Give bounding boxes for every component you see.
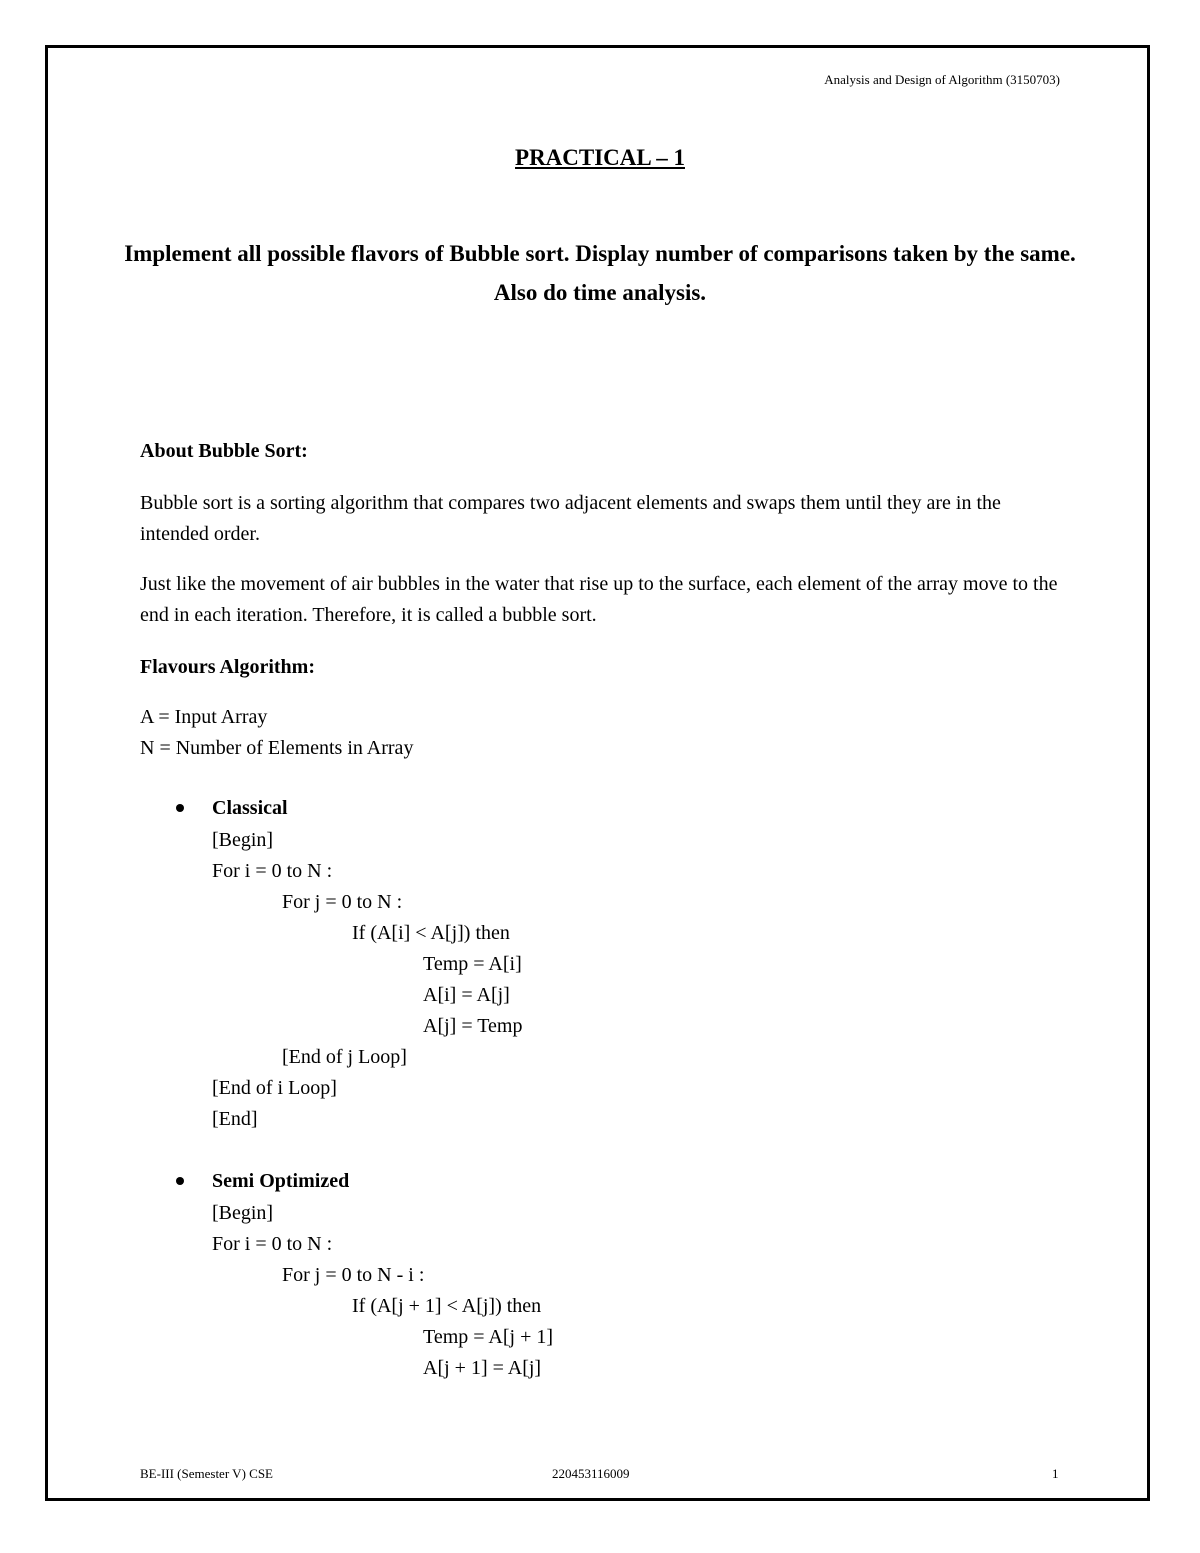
about-paragraph-1: Bubble sort is a sorting algorithm that compares two adjacent elements and swaps them until they are in the intended order. bbox=[140, 492, 1001, 545]
definition-a: A = Input Array bbox=[140, 706, 268, 728]
footer-enrollment: 220453116009 bbox=[552, 1466, 630, 1481]
page-title: PRACTICAL – 1 bbox=[515, 145, 685, 170]
classical-line: [End of i Loop] bbox=[212, 1077, 337, 1099]
flavours-heading: Flavours Algorithm: bbox=[140, 656, 315, 678]
classical-line: A[i] = A[j] bbox=[423, 984, 510, 1006]
semi-optimized-line: A[j + 1] = A[j] bbox=[423, 1357, 542, 1379]
footer-page-number: 1 bbox=[1052, 1466, 1059, 1481]
header-course: Analysis and Design of Algorithm (3150703) bbox=[824, 72, 1060, 87]
about-paragraph-2: Just like the movement of air bubbles in the water that rise up to the surface, each element of the array move to the end in each iteration. Therefore, it is called a bubble sort. bbox=[140, 573, 1058, 626]
bullet-classical bbox=[176, 804, 184, 812]
classical-line: For i = 0 to N : bbox=[212, 860, 333, 882]
classical-line: [Begin] bbox=[212, 829, 274, 851]
classical-line: [End] bbox=[212, 1108, 258, 1130]
classical-title: Classical bbox=[212, 797, 288, 819]
about-heading: About Bubble Sort: bbox=[140, 440, 308, 462]
aim-statement: Implement all possible flavors of Bubble sort. Display number of comparisons taken by the same. Also do time analysis. bbox=[124, 241, 1076, 305]
classical-line: [End of j Loop] bbox=[282, 1046, 407, 1068]
classical-line: Temp = A[i] bbox=[423, 953, 522, 975]
bullet-semi-optimized bbox=[176, 1177, 184, 1185]
semi-optimized-line: Temp = A[j + 1] bbox=[423, 1326, 554, 1348]
definition-n: N = Number of Elements in Array bbox=[140, 737, 414, 759]
semi-optimized-line: For i = 0 to N : bbox=[212, 1233, 333, 1255]
classical-line: For j = 0 to N : bbox=[282, 891, 403, 913]
semi-optimized-title: Semi Optimized bbox=[212, 1170, 350, 1192]
classical-line: A[j] = Temp bbox=[423, 1015, 523, 1037]
semi-optimized-line: If (A[j + 1] < A[j]) then bbox=[352, 1295, 542, 1317]
semi-optimized-line: For j = 0 to N - i : bbox=[282, 1264, 425, 1286]
semi-optimized-line: [Begin] bbox=[212, 1202, 274, 1224]
classical-line: If (A[i] < A[j]) then bbox=[352, 922, 510, 944]
footer-semester: BE-III (Semester V) CSE bbox=[140, 1466, 273, 1481]
